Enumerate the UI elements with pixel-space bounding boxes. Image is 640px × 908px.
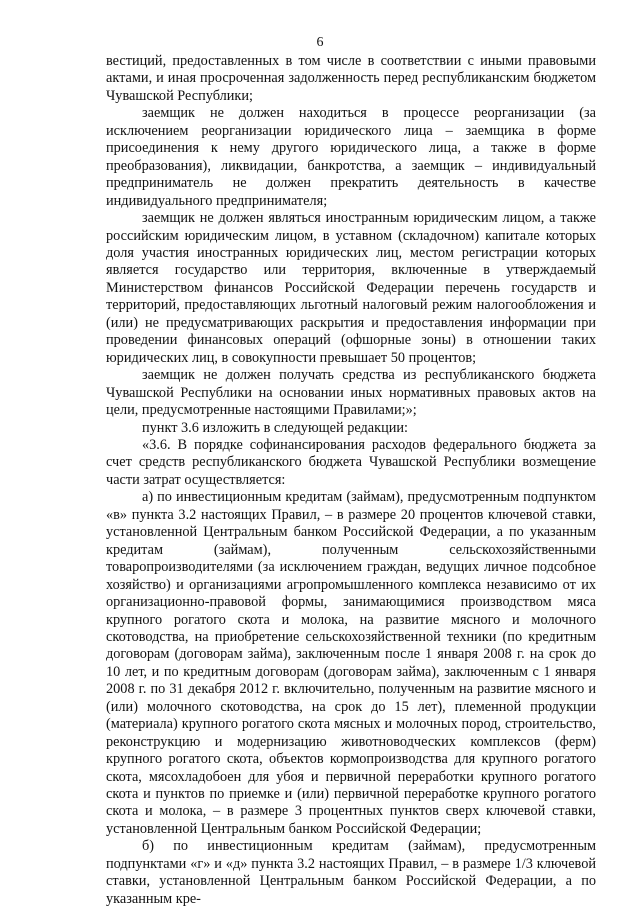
paragraph-item-a: а) по инвестиционным кредитам (займам), предусмотренным подпунктом «в» пункта 3.2 настоящих Правил, – в размере 20 процентов ключевой ставки, установленной Центральным банком Российской Федерации, а по указанным кредитам (займам), полученным сельскохозяйственными товаропроизводителями (за исключением граждан, ведущих личное подсобное хозяйство) и организациями агропромышленного комплекса независимо от их организационно-правовой формы, занимающимися производством мяса крупного рогатого скота и молока, на развитие мясного и молочного скотоводства, на приобретение сельскохозяйственной техники (по кредитным договорам (договорам займа), заключенным после 1 января 2008 г. на срок до 10 лет, и по кредитным договорам (договорам займа), заключенным с 1 января 2008 г. по 31 декабря 2012 г. включительно, полученным на развитие мясного и (или) молочного скотоводства, на срок до 15 лет), племенной продукции (материала) крупного рогатого скота мясных и молочных пород, строительство, реконструкцию и модернизацию животноводческих комплексов (ферм) крупного рогатого скота, объектов кормопроизводства для крупного рогатого скота, мясохладобоен для убоя и первичной переработки крупного рогатого скота и пунктов по приемке и (или) первичной переработке крупного рогатого скота и молока, – в размере 3 процентных пунктов сверх ключевой ставки, установленной Центральным банком Российской Федерации;	[106, 489, 596, 837]
paragraph-no-other-funds: заемщик не должен получать средства из республиканского бюджета Чувашской Республики на основании иных нормативных правовых актов на цели, предусмотренные настоящими Правилами;»;	[106, 367, 596, 419]
paragraph-investment-debt: вестиций, предоставленных в том числе в соответствии с иными правовыми актами, и иная просроченная задолженность перед республиканским бюджетом Чувашской Республики;	[106, 53, 596, 104]
paragraph-no-reorganization: заемщик не должен находиться в процессе реорганизации (за исключением реорганизации юридического лица – заемщика в форме присоединения к нему другого юридического лица, а также в форме преобразования), ликвидации, банкротства, а заемщик – индивидуальный предприниматель не должен прекратить деятельность в качестве индивидуального предпринимателя;	[106, 105, 596, 209]
paragraph-no-foreign-entity: заемщик не должен являться иностранным юридическим лицом, а также российским юридическим лицом, в уставном (складочном) капитале которых доля участия иностранных юридических лиц, местом регистрации которых является государство или территория, включенные в утверждаемый Министерством финансов Российской Федерации перечень государств и территорий, предоставляющих льготный налоговый режим налогообложения и (или) не предусматривающих раскрытия и предоставления информации при проведении финансовых операций (офшорные зоны) в отношении таких юридических лиц, в совокупности превышает 50 процентов;	[106, 210, 596, 366]
page-number: 6	[316, 35, 324, 50]
paragraph-clause-3-6: «3.6. В порядке софинансирования расходов федерального бюджета за счет средств республиканского бюджета Чувашской Республики возмещение части затрат осуществляется:	[106, 436, 596, 488]
paragraph-item-b: б) по инвестиционным кредитам (займам), предусмотренным подпунктами «г» и «д» пункта 3.2 настоящих Правил, – в размере 1/3 ключевой ставки, установленной Центральным банком Российской Федерации, а по указанным кре-	[106, 838, 596, 907]
paragraph-clause-3-6-intro: пункт 3.6 изложить в следующей редакции:	[142, 419, 409, 436]
document-body	[106, 53, 596, 908]
